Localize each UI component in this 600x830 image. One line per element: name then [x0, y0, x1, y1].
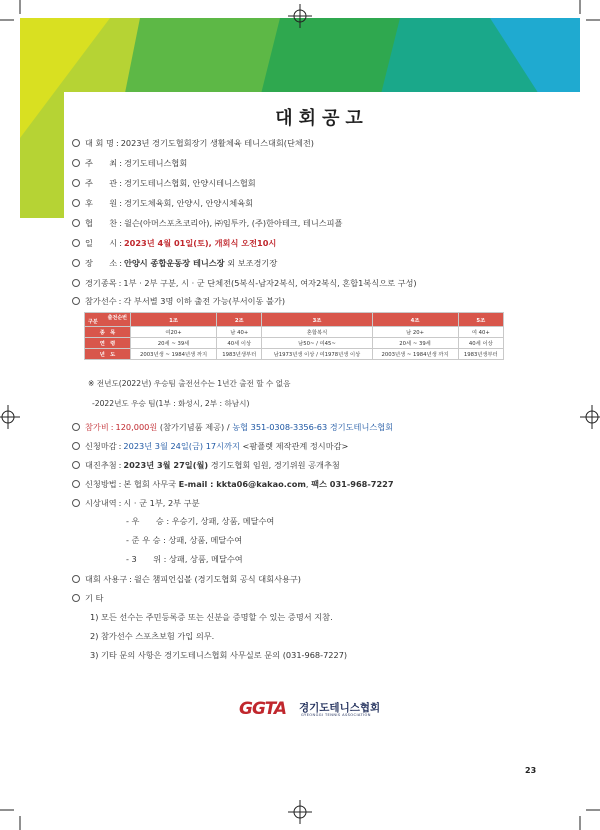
bullet-circle-icon	[72, 297, 80, 305]
award-line-winner: - 우 승 : 우승기, 상패, 상품, 메달수여	[126, 516, 275, 526]
table-cell: 혼합복식	[262, 327, 372, 338]
table-cell: 남 40+	[217, 327, 262, 338]
table-cell: 20세 ~ 39세	[372, 338, 458, 349]
bullet-circle-icon	[72, 594, 80, 602]
info-organizer: 주 관 : 경기도테니스협회, 안양시테니스협회	[72, 178, 256, 189]
info-ball: 대회 사용구 : 윌슨 챔피언십볼 (경기도협회 공식 대회사용구)	[72, 574, 301, 585]
info-players: 참가선수 : 각 부서별 3명 이하 출전 가능(부서이동 불가)	[72, 296, 285, 307]
bullet-circle-icon	[72, 199, 80, 207]
bullet-circle-icon	[72, 259, 80, 267]
table-cell: 2003년생 ~ 1984년생 까지	[372, 349, 458, 360]
info-apply: 신청방법 : 본 협회 사무국 E-mail : kkta06@kakao.com, 팩스 031-968-7227	[72, 479, 394, 490]
table-cell: 여 40+	[458, 327, 503, 338]
bullet-circle-icon	[72, 219, 80, 227]
crop-mark-bottom-left	[0, 802, 28, 830]
table-cell: 남 20+	[372, 327, 458, 338]
table-cell: 남1973년생 이상 / 여1978년생 이상	[262, 349, 372, 360]
crop-mark-top-right	[572, 0, 600, 28]
page-number: 23	[525, 766, 537, 775]
table-header-row	[85, 313, 504, 327]
info-event-name: 대 회 명 : 2023년 경기도협회장기 생활체육 테니스대회(단체전)	[72, 138, 314, 149]
info-support: 후 원 : 경기도체육회, 안양시, 안양시체육회	[72, 198, 253, 209]
bullet-circle-icon	[72, 575, 80, 583]
info-deadline: 신청마감 : 2023년 3월 24일(금) 17시까지 <팜플렛 제작관계 정시마감>	[72, 441, 348, 452]
table-corner-cell: 출전순번 구분	[85, 313, 131, 327]
bullet-circle-icon	[72, 159, 80, 167]
logo-name-english: GYEONGGI TENNIS ASSOCIATION	[301, 713, 371, 717]
table-cell: 20세 ~ 39세	[131, 338, 217, 349]
table-cell: 2003년생 ~ 1984년생 까지	[131, 349, 217, 360]
logo-mark: GGTA	[239, 699, 287, 719]
table-column-header: 5조	[458, 313, 503, 327]
association-logo	[239, 699, 399, 721]
table-cell: 40세 이상	[217, 338, 262, 349]
etc-line-2: 2) 참가선수 스포츠보험 가입 의무.	[90, 631, 215, 641]
page-title: 대회공고	[275, 108, 369, 129]
table-column-header: 2조	[217, 313, 262, 327]
award-line-third: - 3 위 : 상패, 상품, 메달수여	[126, 554, 243, 564]
info-date: 일 시 : 2023년 4월 01일(토), 개회식 오전10시	[72, 238, 276, 249]
info-fee: 참가비 : 120,000원 (참가기념품 제공) / 농협 351-0308-3356-63 경기도테니스협회	[72, 422, 393, 433]
table-row	[85, 338, 504, 349]
table-row-header: 종 목	[85, 327, 131, 338]
table-column-header: 4조	[372, 313, 458, 327]
table-row-header: 년 도	[85, 349, 131, 360]
division-table	[84, 312, 504, 360]
bullet-circle-icon	[72, 461, 80, 469]
table-column-header: 3조	[262, 313, 372, 327]
info-awards: 시상내역 : 시 · 군 1부, 2부 구분	[72, 498, 200, 509]
etc-line-1: 1) 모든 선수는 주민등록증 또는 신분을 증명할 수 있는 증명서 지참.	[90, 612, 333, 622]
table-row	[85, 349, 504, 360]
info-events: 경기종목 : 1부 · 2부 구분, 시 · 군 단체전(5복식-남자2복식, 여자2복식, 혼합1복식으로 구성)	[72, 278, 417, 289]
registration-mark-right	[580, 405, 600, 429]
info-sponsor: 협 찬 : 윌슨(아머스포츠코리아), ㈜임투카, (주)한아테크, 테니스피플	[72, 218, 342, 229]
info-etc: 기 타	[72, 593, 103, 604]
info-draw: 대진추첨 : 2023년 3월 27일(월) 경기도협회 임원, 경기위원 공개추첨	[72, 460, 340, 471]
table-cell: 40세 이상	[458, 338, 503, 349]
bullet-circle-icon	[72, 139, 80, 147]
table-row	[85, 327, 504, 338]
registration-mark-left	[0, 405, 20, 429]
bullet-circle-icon	[72, 480, 80, 488]
info-host: 주 최 : 경기도테니스협회	[72, 158, 187, 169]
table-cell: 남50~ / 여45~	[262, 338, 372, 349]
registration-mark-top	[288, 4, 312, 28]
crop-mark-top-left	[0, 0, 28, 28]
crop-mark-bottom-right	[572, 802, 600, 830]
award-line-runner-up: - 준 우 승 : 상패, 상품, 메달수여	[126, 535, 243, 545]
registration-mark-bottom	[288, 800, 312, 824]
table-column-header: 1조	[131, 313, 217, 327]
table-cell: 여20+	[131, 327, 217, 338]
table-cell: 1983년생부터	[217, 349, 262, 360]
bullet-circle-icon	[72, 279, 80, 287]
info-venue: 장 소 : 안양시 종합운동장 테니스장 외 보조경기장	[72, 258, 277, 269]
bullet-circle-icon	[72, 499, 80, 507]
etc-line-3: 3) 기타 문의 사항은 경기도테니스협회 사무실로 문의 (031-968-7227)	[90, 650, 348, 660]
note-winner-teams: -2022년도 우승 팀(1부 : 화성시, 2부 : 하남시)	[92, 399, 250, 408]
bullet-circle-icon	[72, 442, 80, 450]
notice-card	[64, 92, 580, 764]
bullet-circle-icon	[72, 239, 80, 247]
logo-name-korean: 경기도테니스협회	[299, 702, 381, 714]
table-cell: 1983년생부터	[458, 349, 503, 360]
bullet-circle-icon	[72, 423, 80, 431]
note-previous-winner: ※ 전년도(2022년) 우승팀 출전선수는 1년간 출전 할 수 없음	[88, 379, 291, 388]
table-row-header: 연 령	[85, 338, 131, 349]
bullet-circle-icon	[72, 179, 80, 187]
